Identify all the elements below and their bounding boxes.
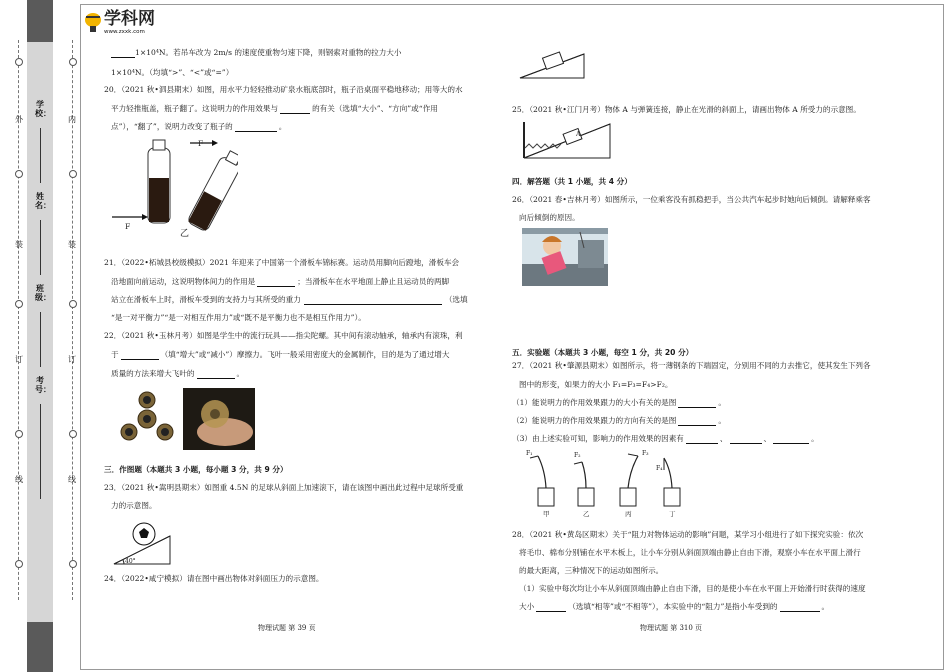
q24-text: 24．（2022•咸宁模拟）请在图中画出物体对斜面压力的示意图。 xyxy=(104,574,324,583)
section-5-heading: 五．实验题（本题共 3 小题，每空 1 分，共 20 分） xyxy=(512,348,694,357)
section-3-heading: 三．作图题（本题共 3 小题，每小题 3 分，共 9 分） xyxy=(104,465,288,474)
school-field[interactable] xyxy=(40,128,41,183)
q19-line2: 1×10⁴N。（均填“>”、“<”或“=”） xyxy=(111,68,234,77)
binding-hole xyxy=(15,430,23,438)
q20-fig-f-bottom: F xyxy=(125,222,131,231)
q26-line1: 26．（2021 春•吉林月考）如图所示，一位乘客没有抓稳把手，当公共汽车起步时她向后倾倒。请解释乘客 xyxy=(512,195,871,204)
q21-line2: 沿地面向前运动，这说明物体间力的作用是 ；当滑板车在水平地面上静止且运动员的两脚 xyxy=(111,277,450,286)
binding-hole xyxy=(69,430,77,438)
inner-label: 订 xyxy=(68,355,76,364)
q23-line1: 23．（2021 秋•嵩明县期末）如图重 4.5N 的足球从斜面上加速滚下，请在该图中画出此过程中足球所受重 xyxy=(104,483,464,492)
q27-force-f1: F₁ xyxy=(526,450,533,457)
q20-fig-label-yi: 乙 xyxy=(180,229,190,239)
q28-line1: 28．（2021 秋•黄岛区期末）关于“阻力对物体运动的影响”问题，某学习小组进行了如下探究实验：依次 xyxy=(512,530,864,539)
logo-icon xyxy=(82,11,104,35)
class-field[interactable] xyxy=(40,312,41,367)
section-4-heading: 四．解答题（共 1 小题，共 4 分） xyxy=(512,177,632,186)
q19-line1: 1×10⁴N。若吊车改为 2m/s 的速度使重物匀速下降，则钢索对重物的拉力大小 xyxy=(111,48,401,58)
inner-label: 内 xyxy=(68,115,76,124)
q24-block-incline-figure xyxy=(516,48,588,80)
q27-sub2: （2）能说明力的作用效果跟力的方向有关的是图 。 xyxy=(512,416,726,425)
outer-label: 订 xyxy=(15,355,23,364)
q22-line1: 22．（2021 秋•玉林月考）如图是学生中的流行玩具——指尖陀螺。其中间有滚动轴承，轴承内有滚珠，利 xyxy=(104,331,463,340)
binding-hole xyxy=(69,560,77,568)
q27-fig-label-jia: 甲 xyxy=(543,510,550,518)
inner-label: 线 xyxy=(68,475,76,484)
q25-text: 25．（2021 秋•江门月考）物体 A 与弹簧连接，静止在光滑的斜面上，请画出物体 A 所受力的示意图。 xyxy=(512,105,861,114)
q26-line2: 向后倾倒的原因。 xyxy=(519,213,580,222)
q27-fig-label-yi: 乙 xyxy=(583,510,590,518)
binding-hole xyxy=(69,300,77,308)
q20-line2: 平力轻推瓶盖，瓶子翻了。这说明力的作用效果与 的有关（选填“大小”、“方向”或“作用 xyxy=(111,104,438,113)
q27-sub1: （1）能说明力的作用效果跟力的大小有关的是图 。 xyxy=(512,398,726,407)
inner-label: 装 xyxy=(68,240,76,249)
logo-text: 学科网 xyxy=(104,9,155,29)
outer-label: 线 xyxy=(15,475,23,484)
binding-hole xyxy=(69,170,77,178)
logo xyxy=(82,9,160,39)
inner-dashed-line xyxy=(72,40,73,600)
name-label: 姓名： xyxy=(35,192,51,210)
q28-line2: 将毛巾、棉布分别铺在水平木板上，让小车分别从斜面顶端由静止自由下滑，观察小车在水平面上滑行 xyxy=(519,548,861,557)
q22-line3: 质量的方法来增大飞叶的 。 xyxy=(111,369,245,378)
q28-line5: 大小 （选填“相等”或“不相等”），本实验中的“阻力”是指小车受到的 。 xyxy=(519,602,830,611)
q27-steel-strip-figure xyxy=(526,448,716,508)
outer-dashed-line xyxy=(18,40,19,600)
q27-force-f3: F₃ xyxy=(642,450,649,457)
outer-label: 装 xyxy=(15,240,23,249)
binding-hole xyxy=(15,170,23,178)
q27-fig-label-bing: 丙 xyxy=(625,510,632,518)
name-field[interactable] xyxy=(40,220,41,275)
q21-line1: 21．（2022•柘城县校级模拟）2021 年迎来了中国第一个滑板车锦标赛。运动员用脚向后蹬地，滑板车会 xyxy=(104,258,460,267)
q20-line3: 点”），“翻了”，说明力改变了瓶子的 。 xyxy=(111,122,287,131)
q20-fig-f-top: F xyxy=(198,139,204,148)
binding-hole xyxy=(69,58,77,66)
right-page-footer: 物理试题 第 310 页 xyxy=(640,624,703,632)
binding-hole xyxy=(15,560,23,568)
q27-force-f4: F₄ xyxy=(656,465,663,472)
q22-line2: 于 （填“增大”或“减小”）摩擦力。飞叶一般采用密度大的金属制作，目的是为了通过增大 xyxy=(111,350,450,359)
q23-angle-label: 40° xyxy=(125,558,136,565)
q22-spinner-image xyxy=(112,388,182,450)
q27-force-f2: F₂ xyxy=(574,452,581,459)
left-page-footer: 物理试题 第 39 页 xyxy=(258,624,316,632)
q23-line2: 力的示意图。 xyxy=(111,501,157,510)
q23-ball-incline-figure xyxy=(110,516,176,568)
exam-no-label: 考号： xyxy=(35,376,51,394)
q28-line3: 的最大距离，三种情况下的运动如图所示。 xyxy=(519,566,664,575)
school-label: 学校： xyxy=(35,100,51,118)
q28-line4: （1）实验中每次均让小车从斜面顶端由静止自由下滑，目的是使小车在水平面上开始滑行时获得的速度 xyxy=(519,584,866,593)
q25-block-label: A xyxy=(576,131,581,138)
binding-hole xyxy=(15,300,23,308)
binding-strip-bottom xyxy=(27,622,53,672)
logo-url: www.zxxk.com xyxy=(104,29,145,35)
q26-bus-passenger-image xyxy=(522,228,608,286)
q27-fig-label-ding: 丁 xyxy=(669,510,676,518)
outer-label: 外 xyxy=(15,115,23,124)
binding-strip-top xyxy=(27,0,53,42)
q27-line2: 图中的形变，如果力的大小 F₁=F₃=F₄>F₂。 xyxy=(519,380,673,389)
q20-line1: 20．（2021 秋•泗县期末）如图，用水平力轻轻推动矿泉水瓶底部时，瓶子沿桌面平稳地移动；用等大的水 xyxy=(104,85,463,94)
class-label: 班级： xyxy=(35,284,51,302)
q27-sub3: （3）由上述实验可知，影响力的作用效果的因素有 、 、 。 xyxy=(512,434,819,443)
q21-line3: 站立在滑板车上时，滑板车受到的支持力与其所受的重力 （选填 xyxy=(111,295,468,304)
binding-hole xyxy=(15,58,23,66)
q27-line1: 27．（2021 秋•肇源县期末）如图所示，将一薄钢条的下端固定，分别用不同的力去推它，使其发生下列各 xyxy=(512,361,871,370)
q22-hand-photo xyxy=(183,388,255,450)
q25-spring-incline-figure xyxy=(520,118,612,160)
exam-no-field[interactable] xyxy=(40,404,41,499)
q21-line4: “是一对平衡力”“是一对相互作用力”或“既不是平衡力也不是相互作用力”）。 xyxy=(111,313,366,322)
